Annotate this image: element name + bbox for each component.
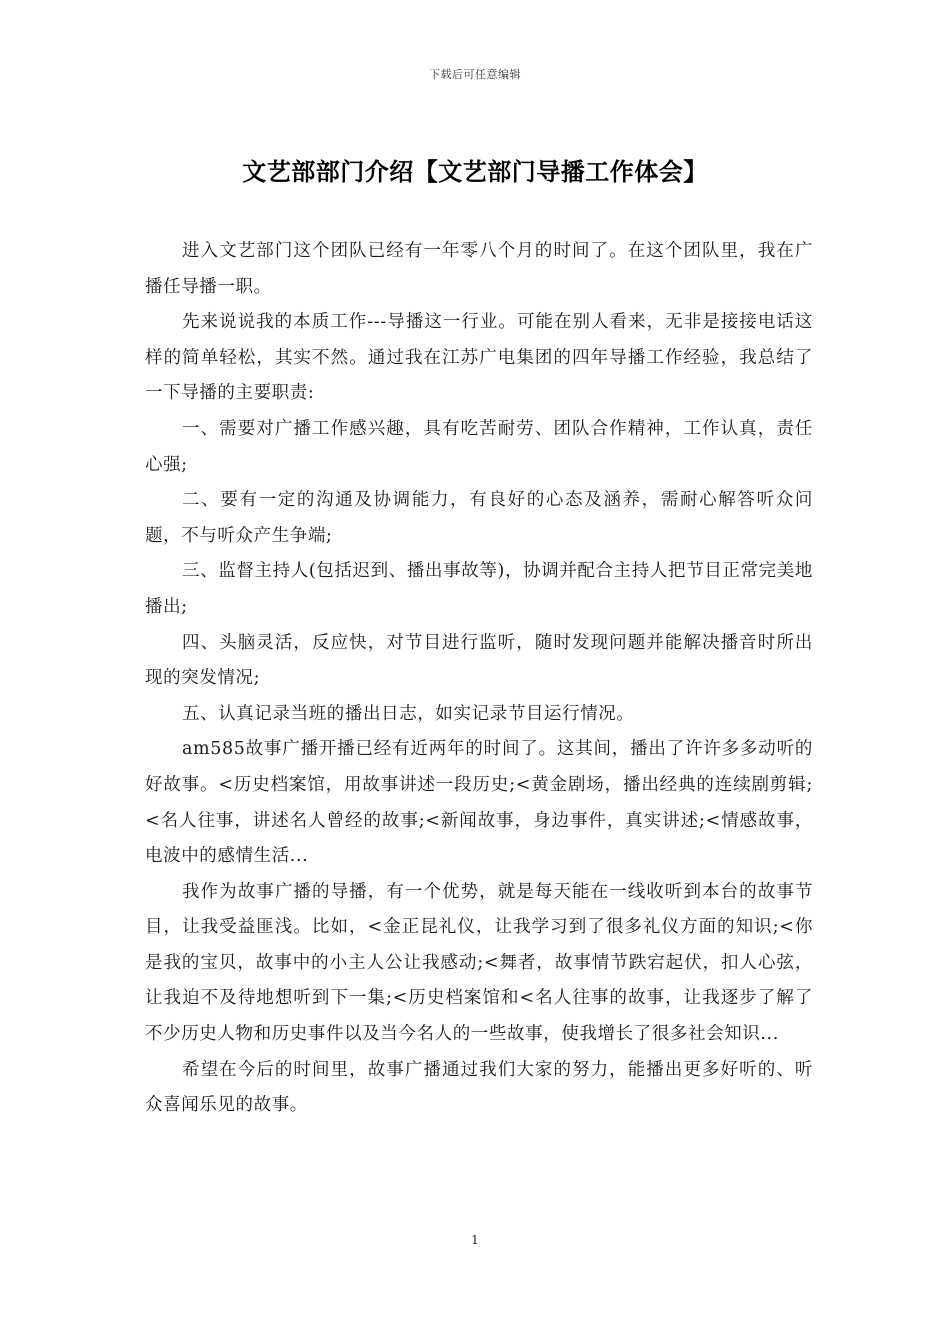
paragraph-intro: 进入文艺部门这个团队已经有一年零八个月的时间了。在这个团队里，我在广播任导播一职。 [145, 241, 813, 297]
header-note: 下载后可任意编辑 [429, 68, 521, 81]
paragraph-job-overview: 先来说说我的本质工作---导播这一行业。可能在别人看来，无非是接接电话这样的简单轻松，其实不然。通过我在江苏广电集团的四年导播工作经验，我总结了一下导播的主要职责: [145, 312, 813, 404]
document-body [145, 234, 813, 1124]
paragraph-duty-2: 二、要有一定的沟通及协调能力，有良好的心态及涵养，需耐心解答听众问题，不与听众产生争端; [145, 490, 813, 546]
document-title: 文艺部部门介绍【文艺部门导播工作体会】 [242, 157, 708, 186]
paragraph-experience: 我作为故事广播的导播，有一个优势，就是每天能在一线收听到本台的故事节目，让我受益匪浅。比如，<金正昆礼仪，让我学习到了很多礼仪方面的知识;<你是我的宝贝，故事中的小主人公让我感动;<舞者，故事情节跌宕起伏，扣人心弦，让我迫不及待地想听到下一集;<历史档案馆和<名人往事的故事，让我逐步了解了不少历史人物和历史事件以及当今名人的一些故事，使我增长了很多社会知识... [145, 881, 813, 1045]
page-number: 1 [471, 1233, 479, 1247]
paragraph-duty-3: 三、监督主持人(包括迟到、播出事故等)，协调并配合主持人把节目正常完美地播出; [145, 561, 813, 617]
paragraph-closing: 希望在今后的时间里，故事广播通过我们大家的努力，能播出更多好听的、听众喜闻乐见的故事。 [145, 1059, 813, 1116]
paragraph-duty-4: 四、头脑灵活，反应快，对节目进行监听，随时发现问题并能解决播音时所出现的突发情况; [145, 632, 813, 689]
paragraph-duty-1: 一、需要对广播工作感兴趣，具有吃苦耐劳、团队合作精神，工作认真，责任心强; [145, 418, 813, 475]
paragraph-programs: am585故事广播开播已经有近两年的时间了。这其间，播出了许许多多动听的好故事。<历史档案馆，用故事讲述一段历史;<黄金剧场，播出经典的连续剧剪辑;<名人往事，讲述名人曾经的故事;<新闻故事，身边事件，真实讲述;<情感故事，电波中的感情生活... [145, 739, 813, 867]
paragraph-duty-5: 五、认真记录当班的播出日志，如实记录节目运行情况。 [182, 703, 635, 724]
